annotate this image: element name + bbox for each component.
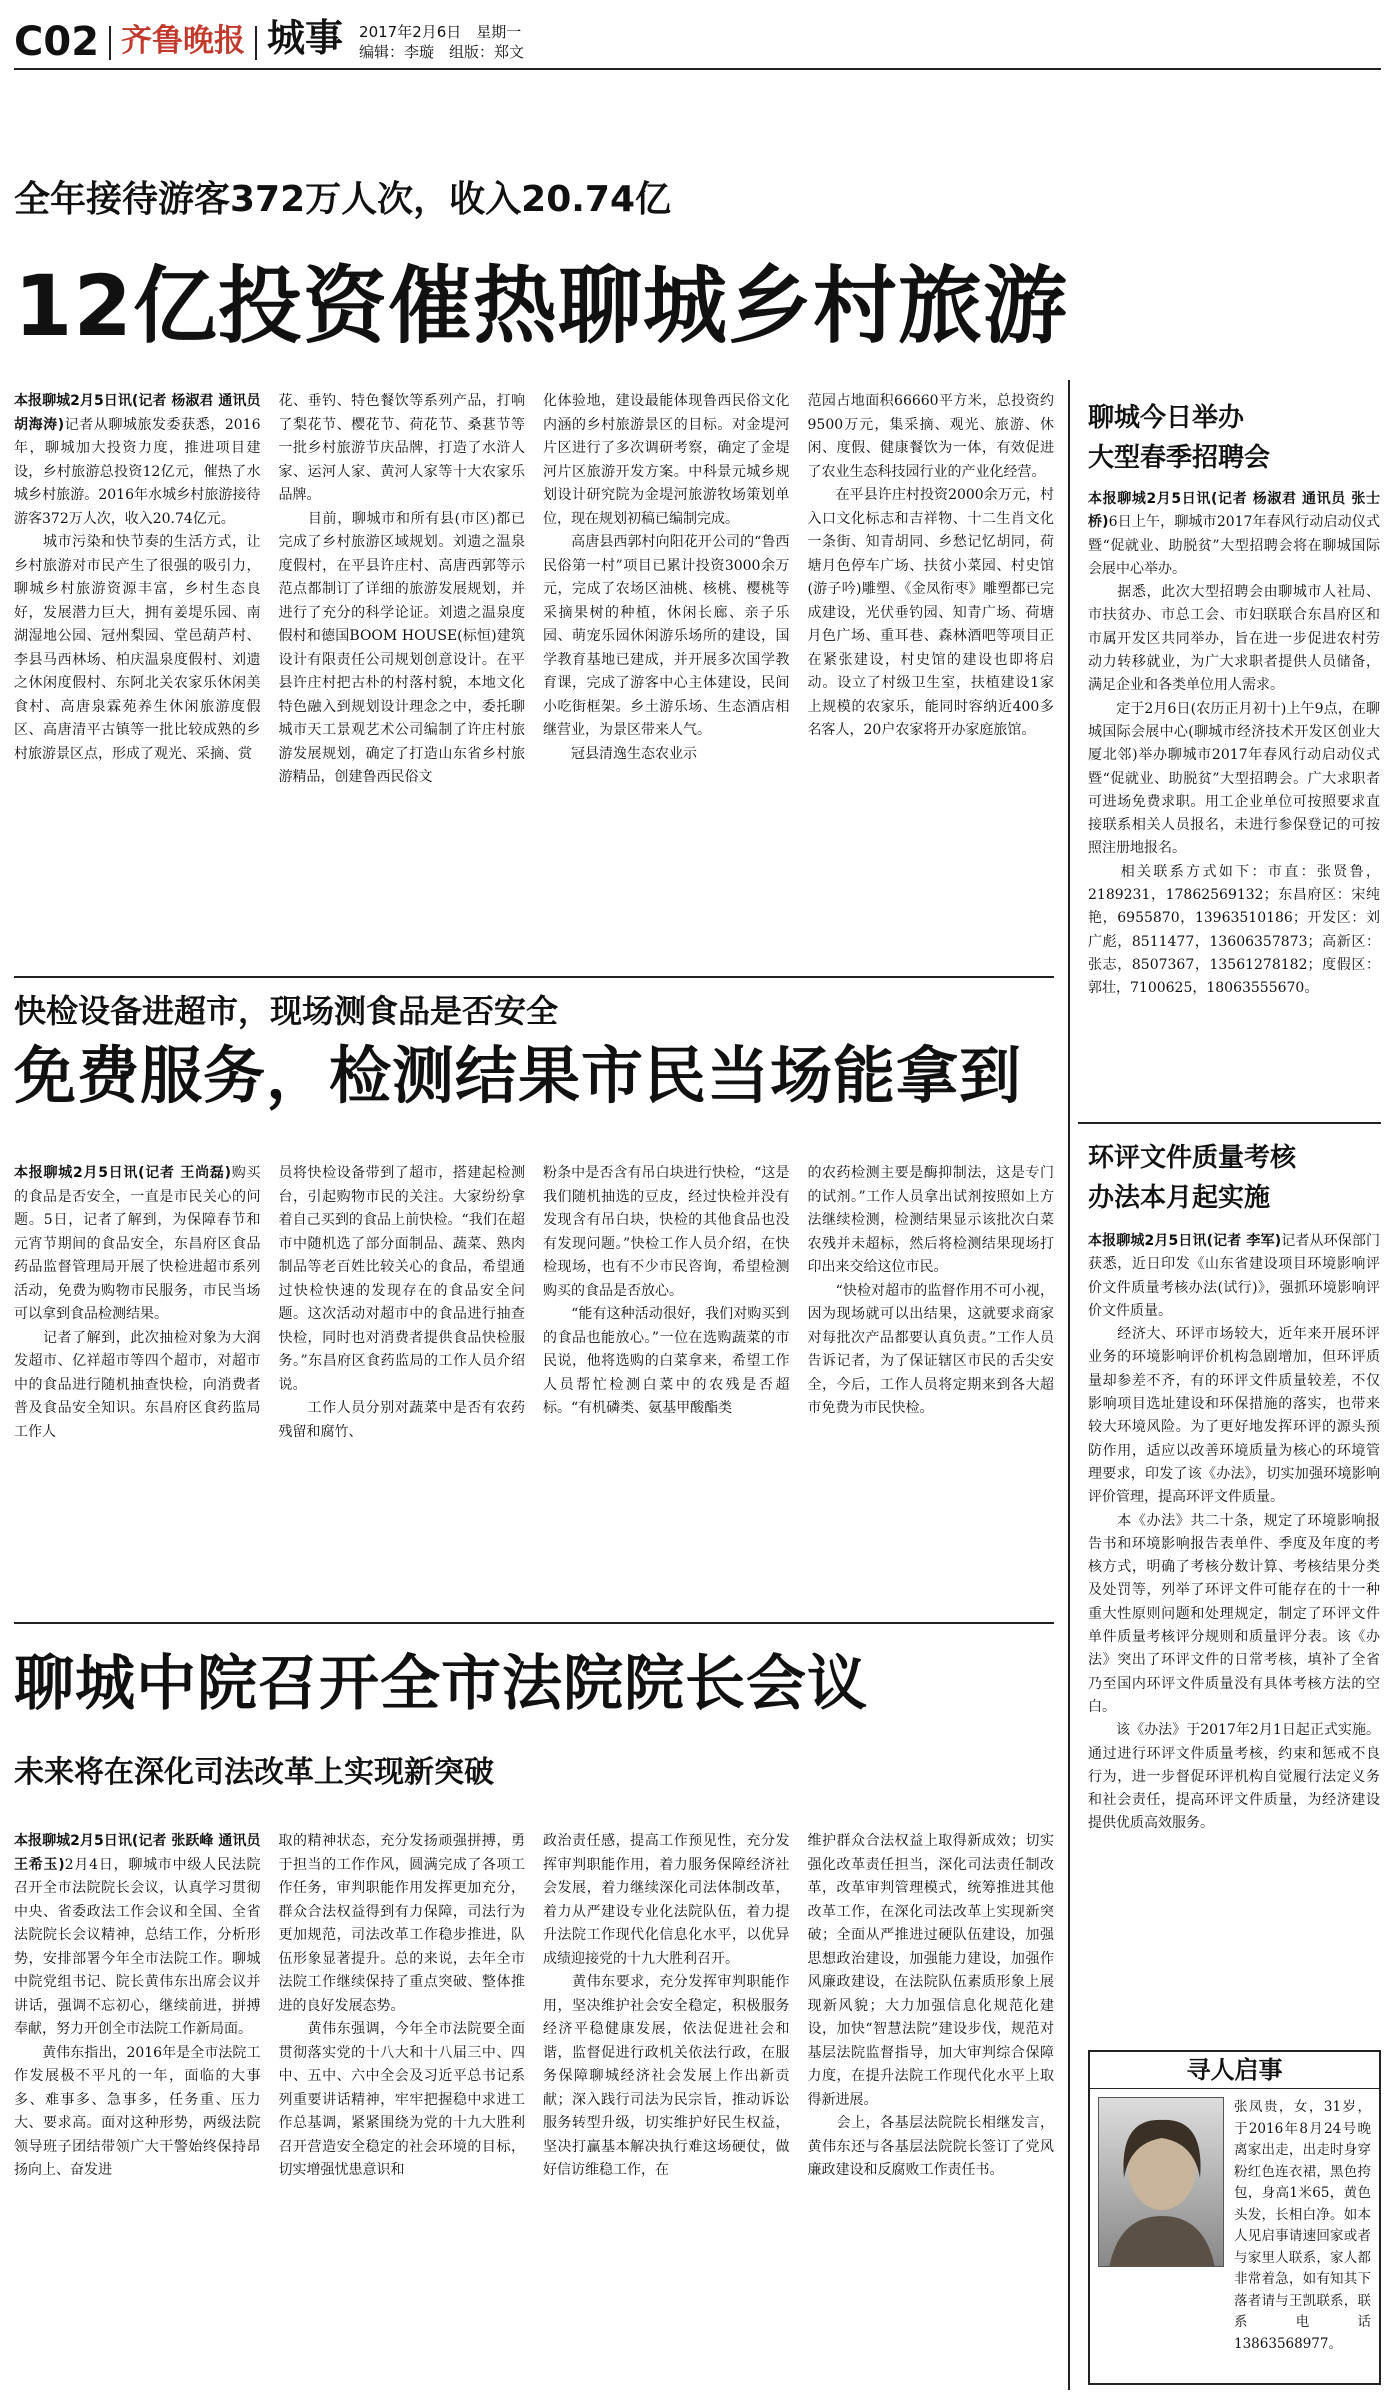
sidebar2 [1088, 1138, 1380, 2035]
article2-col [14, 1162, 261, 1612]
article2-kicker: 快检设备进超市，现场测食品是否安全 [14, 992, 559, 1030]
notice-title: 寻人启事 [1090, 2052, 1379, 2089]
missing-person-notice [1088, 2050, 1381, 2385]
section-title: 城事 [267, 16, 344, 60]
sidebar1-text: 6日上午，聊城市2017年春风行动启动仪式暨“促就业、助脱贫”大型招聘会将在聊城国际会展中心举办。 据悉，此次大型招聘会由聊城市人社局、市扶贫办、市总工会、市妇联联合东昌府区和市属开发区共同举办，旨在进一步促进农村劳动力转移就业，为广大求职者提供人员储备，满足企业和各类单位用人需求。 定于2月6日(农历正月初十)上午9点，在聊城国际会展中心(聊城市经济技术开发区创业大厦北邻)举办聊城市2017年春风行动启动仪式暨“促就业、助脱贫”大型招聘会。广大求职者可进场免费求职。用工企业单位可按照要求直接联系相关人员报名，未进行参保登记的可按照注册地报名。 相关联系方式如下：市直：张贤鲁，2189231，17862569132；东昌府区：宋纯艳，6955870，13963510186；开发区：刘广彪，8511477，13606357873；高新区：张志，8507367，13561278182；度假区：郭壮，7100625，18063555670。 [1088, 514, 1380, 997]
article2-text: 购买的食品是否安全，一直是市民关心的问题。5日，记者了解到，为保障春节和元宵节期间的食品安全，东昌府区食品药品监督管理局开展了快检进超市系列活动，免费为购物市民服务，市民当场可以拿到食品检测结果。 记者了解到，此次抽检对象为大润发超市、亿祥超市等四个超市，对超市中的食品进行随机抽查快检，向消费者普及食品安全知识。东昌府区食药监局工作人 [14, 1165, 261, 1440]
article1-col: 范园占地面积66660平方米，总投资约9500万元，集采摘、观光、旅游、休闲、度假、健康餐饮为一体，有效促进了农业生态科技园行业的产业化经营。 在平县许庄村投资2000余万元，村入口文化标志和吉祥物、十二生肖文化一条街、知青胡同、乡愁记忆胡同，荷塘月色停车广场、扶贫小菜园、村史馆(游子吟)雕塑、《金凤衔枣》雕塑都已完成建设，光伏垂钓园、知青广场、荷塘月色广场、重耳巷、森林酒吧等项目正在紧张建设，村史馆的建设也即将启动。设立了村级卫生室，扶植建设1家上规模的农家乐，能同时容纳近400多名客人，20户农家将开办家庭旅馆。 [807, 393, 1054, 738]
article2-col: 粉条中是否含有吊白块进行快检，“这是我们随机抽选的豆皮，经过快检并没有发现含有吊白块，快检的其他食品也没有发现问题。”快检工作人员介绍，在快检现场，也有不少市民咨询，希望检测购买的食品是否放心。 “能有这种活动很好，我们对购买到的食品也能放心。”一位在选购蔬菜的市民说，他将选购的白菜拿来，希望工作人员帮忙检测白菜中的农残是否超标。“有机磷类、氨基甲酸酯类 [543, 1165, 790, 1416]
sidebar2-text: 记者从环保部门获悉，近日印发《山东省建设项目环境影响评价文件质量考核办法(试行)》，强抓环境影响评价文件质量。 经济大、环评市场较大，近年来开展环评业务的环境影响评价机构急剧增加，但环评质量却参差不齐，有的环评文件质量较差，不仅影响项目选址建设和环保措施的落实，也带来较大环境风险。为了更好地发挥环评的源头预防作用，适应以改善环境质量为核心的环境管理要求，印发了该《办法》，切实加强环境影响评价管理，提高环评文件质量。 本《办法》共二十条，规定了环境影响报告书和环境影响报告表单件、季度及年度的考核方式，明确了考核分数计算、考核结果分类及处罚等，列举了环评文件可能存在的十一种重大性原则问题和处理规定，制定了环评文件单件质量考核评分规则和质量评分表。该《办法》突出了环评文件的日常考核，填补了全省乃至国内环评文件质量没有具体考核方法的空白。 该《办法》于2017年2月1日起正式实施。通过进行环评文件质量考核，约束和惩戒不良行为，进一步督促环评机构自觉履行法定义务和社会责任，提高环评文件质量，为经济建设提供优质高效服务。 [1088, 1233, 1380, 1832]
article3-col: 维护群众合法权益上取得新成效；切实强化改革责任担当，深化司法责任制改革，改革审判管理模式，统筹推进其他改革工作，在深化司法改革上实现新突破；全面从严推进过硬队伍建设，加强思想政治建设，加强能力建设，加强作风廉政建设，在法院队伍素质形象上展现新风貌；大力加强信息化规范化建设，加快“智慧法院”建设步伐，规范对基层法院监督指导，加大审判综合保障力度，在提升法院工作现代化水平上取得新进展。 会上，各基层法院院长相继发言，黄伟东还与各基层法院院长签订了党风廉政建设和反腐败工作责任书。 [807, 1833, 1054, 2178]
article1-body [14, 390, 1054, 964]
article2-col: 的农药检测主要是酶抑制法，这是专门的试剂。”工作人员拿出试剂按照如上方法继续检测，检测结果显示该批次白菜农残并未超标，然后将检测结果现场打印出来交给这位市民。 “快检对超市的监督作用不可小视，因为现场就可以出结果，这就要求商家对每批次产品都要认真负责。”工作人员告诉记者，为了保证辖区市民的舌尖安全，今后，工作人员将定期来到各大超市免费为市民快检。 [807, 1165, 1054, 1416]
notice-text: 张凤贵，女，31岁，于2016年8月24号晚离家出走，出走时身穿粉红色连衣裙，黑色挎包，身高1米65，黄色头发，长相白净。如本人见启事请速回家或者与家里人联系，家人都非常着急，如有知其下落者请与王凯联系，联系电话13863568977。 [1234, 2099, 1371, 2352]
brand-logo: 齐鲁晚报 [121, 23, 246, 59]
article1-byline: 本报聊城2月5日讯(记者 杨淑君 通讯员 胡海涛) [14, 393, 261, 433]
portrait-icon [1099, 2098, 1224, 2267]
divider [255, 26, 257, 60]
date-line: 2017年2月6日 星期一 [359, 23, 522, 41]
article1-headline: 12亿投资催热聊城乡村旅游 [14, 257, 1068, 355]
article3-body [14, 1830, 1054, 2385]
article1-text: 记者从聊城旅发委获悉，2016年，聊城加大投资力度，推进项目建设，乡村旅游总投资12亿元，催热了水城乡村旅游。2016年水城乡村旅游接待游客372万人次，收入20.74亿元。 城市污染和快节奏的生活方式，让乡村旅游对市民产生了很强的吸引力，聊城乡村旅游资源丰富，乡村生态良好，发展潜力巨大，拥有姜堤乐园、南湖湿地公园、冠州梨园、堂邑葫芦村、李县马西林场、柏庆温泉度假村、刘遗之休闲度假村、东阿北关农家乐休闲美食村、高唐泉霖苑养生休闲旅游度假区、高唐清平古镇等一批比较成熟的乡村旅游景区点，形成了观光、采摘、赏 [14, 416, 261, 762]
article3-byline: 本报聊城2月5日讯(记者 张跃峰 通讯员 王希玉) [14, 1833, 261, 1873]
sidebar1 [1088, 398, 1380, 1098]
editor-line: 编辑：李璇 组版：郑文 [359, 43, 525, 61]
article3-col [14, 1830, 261, 2385]
article2-headline: 免费服务，检测结果市民当场能拿到 [14, 1039, 1023, 1112]
sidebar2-body [1088, 1230, 1380, 2035]
person-photo [1098, 2097, 1224, 2267]
page-number: C02 [14, 19, 100, 65]
page-meta [359, 22, 524, 68]
sidebar2-title-line2: 办法本月起实施 [1088, 1183, 1271, 1213]
sidebar1-byline: 本报聊城2月5日讯(记者 杨淑君 通讯员 张士桥) [1088, 491, 1380, 531]
article1-kicker: 全年接待游客372万人次，收入20.74亿 [14, 179, 672, 220]
rule [14, 976, 1054, 978]
article3-headline: 聊城中院召开全市法院院长会议 [14, 1649, 868, 1719]
column-divider [1068, 380, 1070, 2390]
article2-col: 员将快检设备带到了超市，搭建起检测台，引起购物市民的关注。大家纷纷拿着自己买到的食品上前快检。“我们在超市中随机选了部分面制品、蔬菜、熟肉制品等老百姓比较关心的食品，希望通过快检快速的发现存在的食品安全问题。这次活动对超市中的食品进行抽查快检，同时也对消费者提供食品快检服务。”东昌府区食药监局的工作人员介绍说。 工作人员分别对蔬菜中是否有农药残留和腐竹、 [278, 1165, 525, 1440]
sidebar1-body [1088, 488, 1380, 1098]
divider [109, 26, 111, 60]
sidebar2-byline: 本报聊城2月5日讯(记者 李军) [1088, 1233, 1282, 1249]
article3-col: 取的精神状态，充分发扬顽强拼搏，勇于担当的工作作风，圆满完成了各项工作任务，审判职能作用发挥更加充分，群众合法权益得到有力保障，司法行为更加规范，司法改革工作稳步推进，队伍形象显著提升。总的来说，去年全市法院工作继续保持了重点突破、整体推进的良好发展态势。 黄伟东强调，今年全市法院要全面贯彻落实党的十八大和十八届三中、四中、五中、六中全会及习近平总书记系列重要讲话精神，牢牢把握稳中求进工作总基调，紧紧围绕为党的十九大胜利召开营造安全稳定的社会环境的目标，切实增强忧患意识和 [278, 1833, 525, 2178]
sidebar2-title-line1: 环评文件质量考核 [1088, 1143, 1297, 1173]
article3-col: 政治责任感，提高工作预见性，充分发挥审判职能作用，着力服务保障经济社会发展，着力继续深化司法体制改革，着力从严建设专业化法院队伍，着力提升法院工作现代化信息化水平，以优异成绩迎接党的十九大胜利召开。 黄伟东要求，充分发挥审判职能作用，坚决维护社会安全稳定，积极服务经济平稳健康发展，依法促进社会和谐，监督促进行政机关依法行政，在服务保障聊城经济社会发展上作出新贡献；深入践行司法为民宗旨，推动诉讼服务转型升级，切实维护好民生权益，坚决打赢基本解决执行难这场硬仗，做好信访维稳工作，在 [543, 1833, 790, 2178]
sidebar1-title-line1: 聊城今日举办 [1088, 403, 1245, 433]
article3-subtitle: 未来将在深化司法改革上实现新突破 [14, 1755, 494, 1790]
article3-text: 2月4日，聊城市中级人民法院召开全市法院院长会议，认真学习贯彻中央、省委政法工作会议和全国、全省法院院长会议精神，总结工作，分析形势，安排部署今年全市法院工作。聊城中院党组书记、院长黄伟东出席会议并讲话，强调不忘初心，继续前进，拼搏奉献，努力开创全市法院工作新局面。 黄伟东指出，2016年是全市法院工作发展极不平凡的一年，面临的大事多、难事多、急事多，任务重、压力大、要求高。面对这种形势，两级法院领导班子团结带领广大干警始终保持昂扬向上、奋发进 [14, 1856, 261, 2178]
article1-col: 花、垂钓、特色餐饮等系列产品，打响了梨花节、樱花节、荷花节、桑葚节等一批乡村旅游节庆品牌，打造了水浒人家、运河人家、黄河人家等十大农家乐品牌。 目前，聊城市和所有县(市区)都已完成了乡村旅游区域规划。刘遗之温泉度假村，在平县许庄村、高唐西郭等示范点都制订了详细的旅游发展规划，并进行了充分的科学论证。刘遗之温泉度假村和德国BOOM HOUSE(标恒)建筑设计有限责任公司规划创意设计。在平县许庄村把古朴的村落村貌，本地文化特色融入到规划设计理念之中，委托聊城市天工景观艺术公司编制了许庄村旅游发展规划，确定了打造山东省乡村旅游精品，创建鲁西民俗文 [278, 393, 525, 785]
page-header [14, 8, 1381, 70]
article1-col: 化体验地，建设最能体现鲁西民俗文化内涵的乡村旅游景区的目标。对金堤河片区进行了多次调研考察，确定了金堤河片区旅游开发方案。中科景元城乡规划设计研究院为金堤河旅游牧场策划单位，现在规划初稿已编制完成。 高唐县西郭村向阳花开公司的“鲁西民俗第一村”项目已累计投资3000余万元，完成了农场区油桃、核桃、樱桃等采摘果树的种植，休闲长廊、亲子乐园、萌宠乐园休闲游乐场所的建设，国学教育基地已建成，并开展多次国学教育课，完成了游客中心主体建设，民间小吃街框架。乡土游乐场、生态酒店相继营业，为景区带来人气。 冠县清逸生态农业示 [543, 393, 790, 762]
rule [1078, 1122, 1381, 1124]
article1-col [14, 390, 261, 964]
article2-body [14, 1162, 1054, 1612]
rule [14, 1622, 1054, 1624]
sidebar1-title-line2: 大型春季招聘会 [1088, 443, 1271, 473]
article2-byline: 本报聊城2月5日讯(记者 王尚磊) [14, 1165, 232, 1181]
